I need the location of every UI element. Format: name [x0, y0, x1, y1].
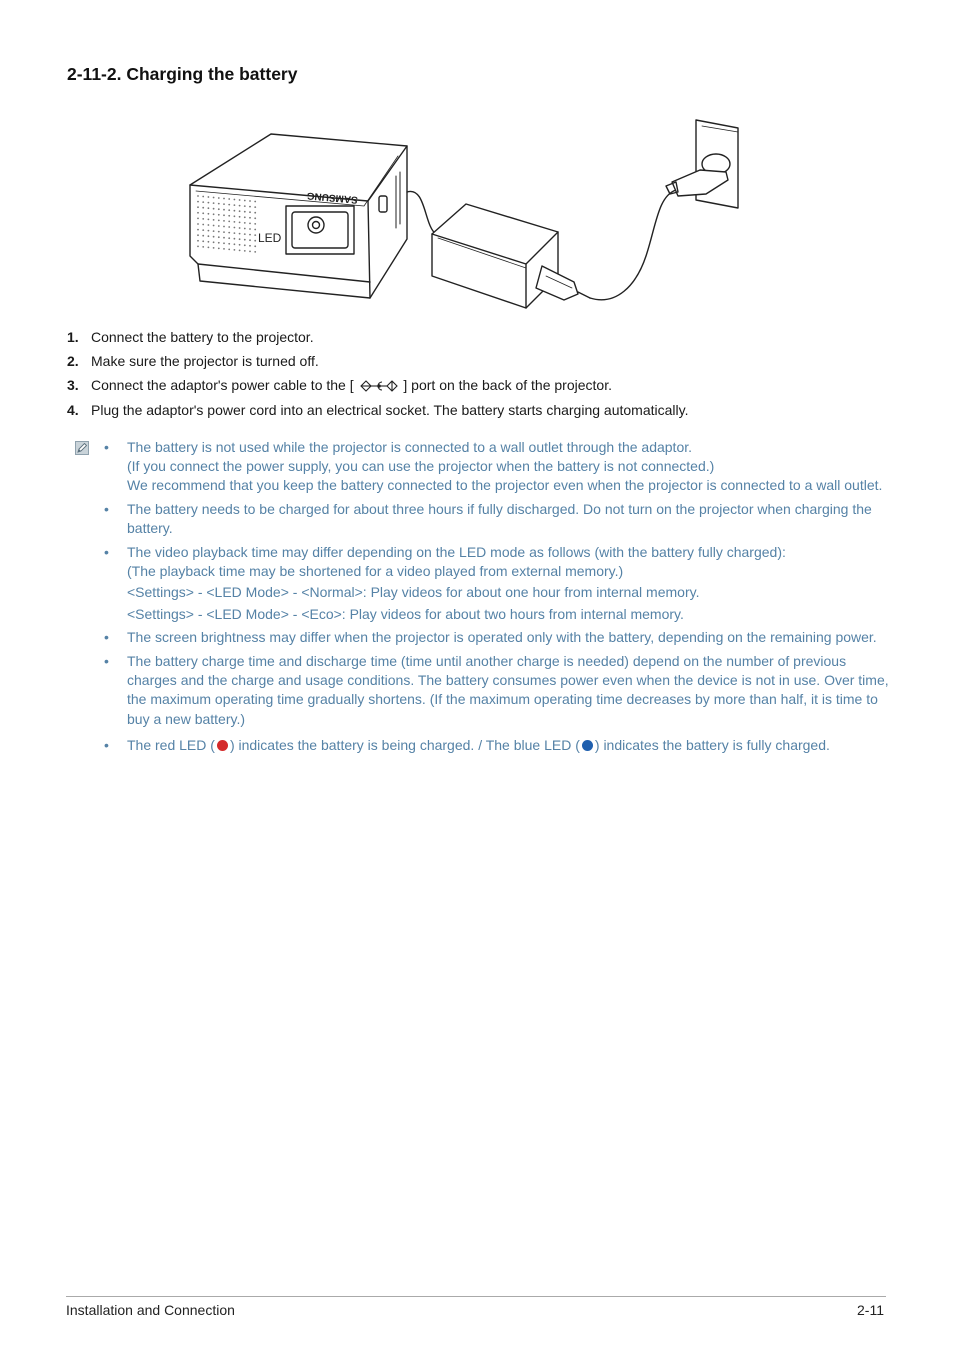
grille-dot: [228, 204, 230, 206]
charging-illustration: [186, 116, 746, 321]
bullet: •: [104, 629, 109, 646]
grille-dot: [254, 245, 256, 247]
grille-dot: [202, 218, 204, 220]
section-title: 2-11-2. Charging the battery: [67, 64, 298, 84]
grille-dot: [254, 240, 256, 242]
grille-dot: [213, 213, 215, 215]
grille-dot: [239, 210, 241, 212]
grille-dot: [254, 201, 256, 203]
grille-dot: [254, 251, 256, 253]
grille-dot: [218, 197, 220, 199]
step-text: Make sure the projector is turned off.: [91, 353, 319, 369]
step-number: 2.: [67, 353, 79, 369]
grille-dot: [218, 236, 220, 238]
led-text-2: ) indicates the battery is being charged. / The blue LED (: [229, 736, 580, 753]
grille-dot: [202, 212, 204, 214]
grille-dot: [208, 207, 210, 209]
grille-dot: [249, 200, 251, 202]
grille-dot: [228, 226, 230, 228]
bullet: •: [104, 501, 109, 518]
steps-list: [67, 329, 897, 426]
grille-dot: [234, 210, 236, 212]
grille-dot: [223, 214, 225, 216]
footer-section-title: Installation and Connection: [66, 1302, 235, 1318]
led-text-1: The red LED (: [127, 736, 215, 753]
grille-dot: [208, 224, 210, 226]
note-line: The battery charge time and discharge time (time until another charge is needed) depend on the number of previous charges and the charge and usage conditions. The battery consumes power even when the device is not in use. Over time, the maximum operating time gradually shortens. (If the maximum operating time decreases by more than half, it is time to buy a new battery.): [127, 653, 889, 727]
wall-socket-icon: [666, 120, 738, 208]
note-item: [104, 628, 889, 647]
grille-dot: [218, 214, 220, 216]
grille-dot: [244, 200, 246, 202]
grille-dot: [244, 222, 246, 224]
brand-label: SAMSUNG: [306, 189, 359, 205]
step-number: 1.: [67, 329, 79, 345]
grille-dot: [239, 199, 241, 201]
grille-dot: [197, 206, 199, 208]
grille-dot: [197, 212, 199, 214]
grille-dot: [228, 249, 230, 251]
grille-dot: [208, 247, 210, 249]
adaptor-icon: [432, 204, 558, 308]
grille-dot: [223, 203, 225, 205]
bullet: •: [104, 439, 109, 455]
grille-dot: [228, 243, 230, 245]
grille-dot: [244, 216, 246, 218]
note-item-led: [104, 736, 889, 755]
grille-dot: [228, 215, 230, 217]
grille-dot: [249, 228, 251, 230]
grille-dot: [223, 237, 225, 239]
grille-dot: [213, 230, 215, 232]
grille-dot: [239, 216, 241, 218]
grille-dot: [202, 235, 204, 237]
grille-dot: [213, 247, 215, 249]
grille-dot: [197, 218, 199, 220]
step-text-before: Connect the adaptor's power cable to the [: [91, 377, 354, 393]
bullet: •: [104, 736, 109, 753]
grille-dot: [208, 230, 210, 232]
step-text: Plug the adaptor's power cord into an electrical socket. The battery starts charging automatically.: [91, 402, 689, 418]
grille-dot: [244, 233, 246, 235]
grille-dot: [197, 240, 199, 242]
grille-dot: [197, 246, 199, 248]
grille-dot: [213, 202, 215, 204]
note-line: <Settings> - <LED Mode> - <Eco>: Play videos for about two hours from internal memory.: [127, 605, 684, 622]
grille-dot: [213, 197, 215, 199]
grille-dot: [249, 223, 251, 225]
note-line: The battery is not used while the projector is connected to a wall outlet through the adaptor.: [127, 439, 693, 455]
grille-dot: [218, 231, 220, 233]
grille-dot: [239, 244, 241, 246]
grille-dot: [208, 235, 210, 237]
grille-dot: [202, 207, 204, 209]
grille-dot: [244, 205, 246, 207]
grille-dot: [197, 229, 199, 231]
bullet: •: [104, 653, 109, 670]
led-label: LED: [258, 231, 282, 245]
grille-dot: [213, 236, 215, 238]
grille-dot: [202, 224, 204, 226]
step-1: [67, 329, 897, 346]
grille-dot: [234, 243, 236, 245]
grille-dot: [254, 229, 256, 231]
grille-dot: [228, 209, 230, 211]
grille-dot: [213, 219, 215, 221]
grille-dot: [239, 238, 241, 240]
grille-dot: [249, 234, 251, 236]
grille-dot: [223, 209, 225, 211]
grille-dot: [234, 227, 236, 229]
grille-dot: [202, 229, 204, 231]
grille-dot: [208, 241, 210, 243]
grille-dot: [213, 208, 215, 210]
grille-dot: [197, 201, 199, 203]
step-number: 4.: [67, 402, 79, 418]
step-2: [67, 353, 897, 370]
grille-dot: [228, 221, 230, 223]
projector-icon: [190, 134, 407, 298]
footer-divider: [66, 1296, 886, 1297]
grille-dot: [218, 220, 220, 222]
step-text: Connect the battery to the projector.: [91, 329, 314, 345]
grille-dot: [254, 206, 256, 208]
grille-dot: [228, 198, 230, 200]
grille-dot: [234, 249, 236, 251]
grille-dot: [244, 211, 246, 213]
grille-dot: [249, 206, 251, 208]
note-item: [104, 543, 889, 624]
note-line: The battery needs to be charged for about three hours if fully discharged. Do not turn on the projector when charging the battery.: [127, 501, 872, 537]
blue-led-icon: [582, 740, 593, 751]
grille-dot: [218, 225, 220, 227]
note-line: The screen brightness may differ when the projector is operated only with the battery, depending on the remaining power.: [127, 629, 877, 646]
note-line: (If you connect the power supply, you can use the projector when the battery is not connected.): [127, 458, 715, 475]
grille-dot: [223, 198, 225, 200]
grille-dot: [223, 220, 225, 222]
step-4: [67, 402, 897, 419]
grille-dot: [244, 239, 246, 241]
grille-dot: [197, 234, 199, 236]
grille-dot: [202, 246, 204, 248]
grille-dot: [234, 204, 236, 206]
grille-dot: [244, 250, 246, 252]
grille-dot: [218, 208, 220, 210]
note-line: The video playback time may differ depending on the LED mode as follows (with the battery fully charged):: [127, 544, 786, 561]
grille-dot: [208, 196, 210, 198]
red-led-icon: [217, 740, 228, 751]
grille-dot: [218, 242, 220, 244]
grille-dot: [202, 201, 204, 203]
note-item: [104, 652, 889, 729]
page-number: 2-11: [857, 1302, 884, 1318]
grille-dot: [223, 242, 225, 244]
grille-dot: [213, 241, 215, 243]
grille-dot: [234, 232, 236, 234]
grille-dot: [239, 205, 241, 207]
grille-dot: [202, 196, 204, 198]
grille-dot: [197, 195, 199, 197]
grille-dot: [234, 238, 236, 240]
grille-dot: [254, 234, 256, 236]
grille-dot: [208, 202, 210, 204]
grille-dot: [234, 199, 236, 201]
note-item: [104, 438, 889, 496]
note-pencil-icon: [75, 441, 89, 460]
grille-dot: [228, 232, 230, 234]
grille-dot: [249, 239, 251, 241]
note-line: We recommend that you keep the battery connected to the projector even when the projector is connected to a wall outlet.: [127, 477, 883, 494]
grille-dot: [202, 240, 204, 242]
grille-dot: [208, 213, 210, 215]
grille-dot: [218, 203, 220, 205]
grille-dot: [249, 211, 251, 213]
grille-dot: [218, 248, 220, 250]
grille-dot: [254, 217, 256, 219]
grille-dot: [228, 237, 230, 239]
note-line: [127, 736, 889, 755]
grille-dot: [244, 244, 246, 246]
grille-dot: [234, 221, 236, 223]
grille-dot: [254, 212, 256, 214]
grille-dot: [239, 227, 241, 229]
grille-dot: [249, 251, 251, 253]
step-number: 3.: [67, 377, 79, 393]
grille-dot: [223, 248, 225, 250]
step-text-after: ] port on the back of the projector.: [403, 377, 612, 393]
notes-list: [104, 438, 889, 760]
grille-dot: [249, 245, 251, 247]
led-text-3: ) indicates the battery is fully charged.: [594, 736, 830, 753]
note-item: [104, 500, 889, 538]
bullet: •: [104, 544, 109, 561]
grille-dot: [239, 222, 241, 224]
note-line: (The playback time may be shortened for a video played from external memory.): [127, 563, 624, 580]
grille-dot: [197, 223, 199, 225]
grille-dot: [239, 250, 241, 252]
grille-dot: [223, 226, 225, 228]
grille-dot: [239, 233, 241, 235]
grille-dot: [213, 225, 215, 227]
grille-dot: [254, 223, 256, 225]
grille-dot: [234, 215, 236, 217]
grille-dot: [208, 219, 210, 221]
grille-dot: [249, 217, 251, 219]
grille-dot: [244, 228, 246, 230]
step-3: [67, 377, 897, 397]
grille-dot: [223, 231, 225, 233]
dc-power-port-icon: [360, 379, 398, 397]
note-line: <Settings> - <LED Mode> - <Normal>: Play videos for about one hour from internal memory.: [127, 584, 700, 601]
